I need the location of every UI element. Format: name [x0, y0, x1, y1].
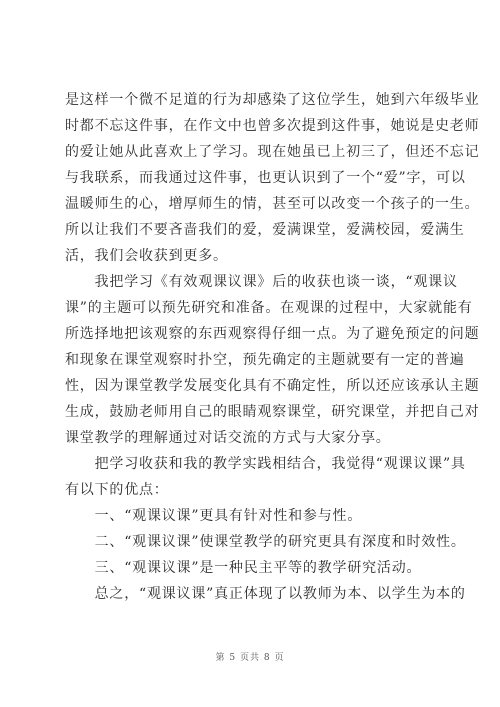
- text-line: 的爱让她从此喜欢上了学习。现在她虽已上初三了，但还不忘记: [65, 144, 480, 160]
- text-line: 时都不忘这件事，在作文中也曾多次提到这件事，她说是史老师: [65, 118, 480, 134]
- text-line: 有以下的优点：: [65, 482, 169, 498]
- text-line: 所选择地把该观察的东西观察得仔细一点。为了避免预定的问题: [65, 326, 480, 342]
- text-line: 课堂教学的理解通过对话交流的方式与大家分享。: [65, 430, 391, 446]
- text-line: 生成，鼓励老师用自己的眼睛观察课堂，研究课堂，并把自己对: [65, 404, 480, 420]
- text-line: 温暖师生的心，增厚师生的情，甚至可以改变一个孩子的一生。: [65, 196, 480, 212]
- text-line: 与我联系，而我通过这件事，也更认识到了一个“爱”字，可以: [65, 170, 466, 186]
- text-line: 总之，“观课议课”真正体现了以教师为本、以学生为本的: [65, 586, 466, 602]
- text-line: 把学习收获和我的教学实践相结合，我觉得“观课议课”具: [65, 456, 466, 472]
- text-line: 所以让我们不要吝啬我们的爱，爱满课堂，爱满校园，爱满生: [65, 222, 465, 238]
- text-line: 活，我们会收获到更多。: [65, 248, 228, 264]
- text-line: 是这样一个微不足道的行为却感染了这位学生，她到六年级毕业: [65, 92, 480, 108]
- text-line: 我把学习《有效观课议课》后的收获也谈一谈，“观课议: [65, 274, 458, 290]
- text-line: 一、“观课议课”更具有针对性和参与性。: [65, 508, 363, 524]
- page-number-footer: 第 5 页共 8 页: [215, 653, 285, 663]
- text-line: 性，因为课堂教学发展变化具有不确定性，所以还应该承认主题: [65, 378, 480, 394]
- text-line: 课”的主题可以预先研究和准备。在观课的过程中，大家就能有: [65, 300, 473, 316]
- text-line: 和现象在课堂观察时扑空，预先确定的主题就要有一定的普遍: [65, 352, 465, 368]
- text-line: 三、“观课议课”是一种民主平等的教学研究活动。: [65, 560, 422, 576]
- text-line: 二、“观课议课”使课堂教学的研究更具有深度和时效性。: [65, 534, 466, 550]
